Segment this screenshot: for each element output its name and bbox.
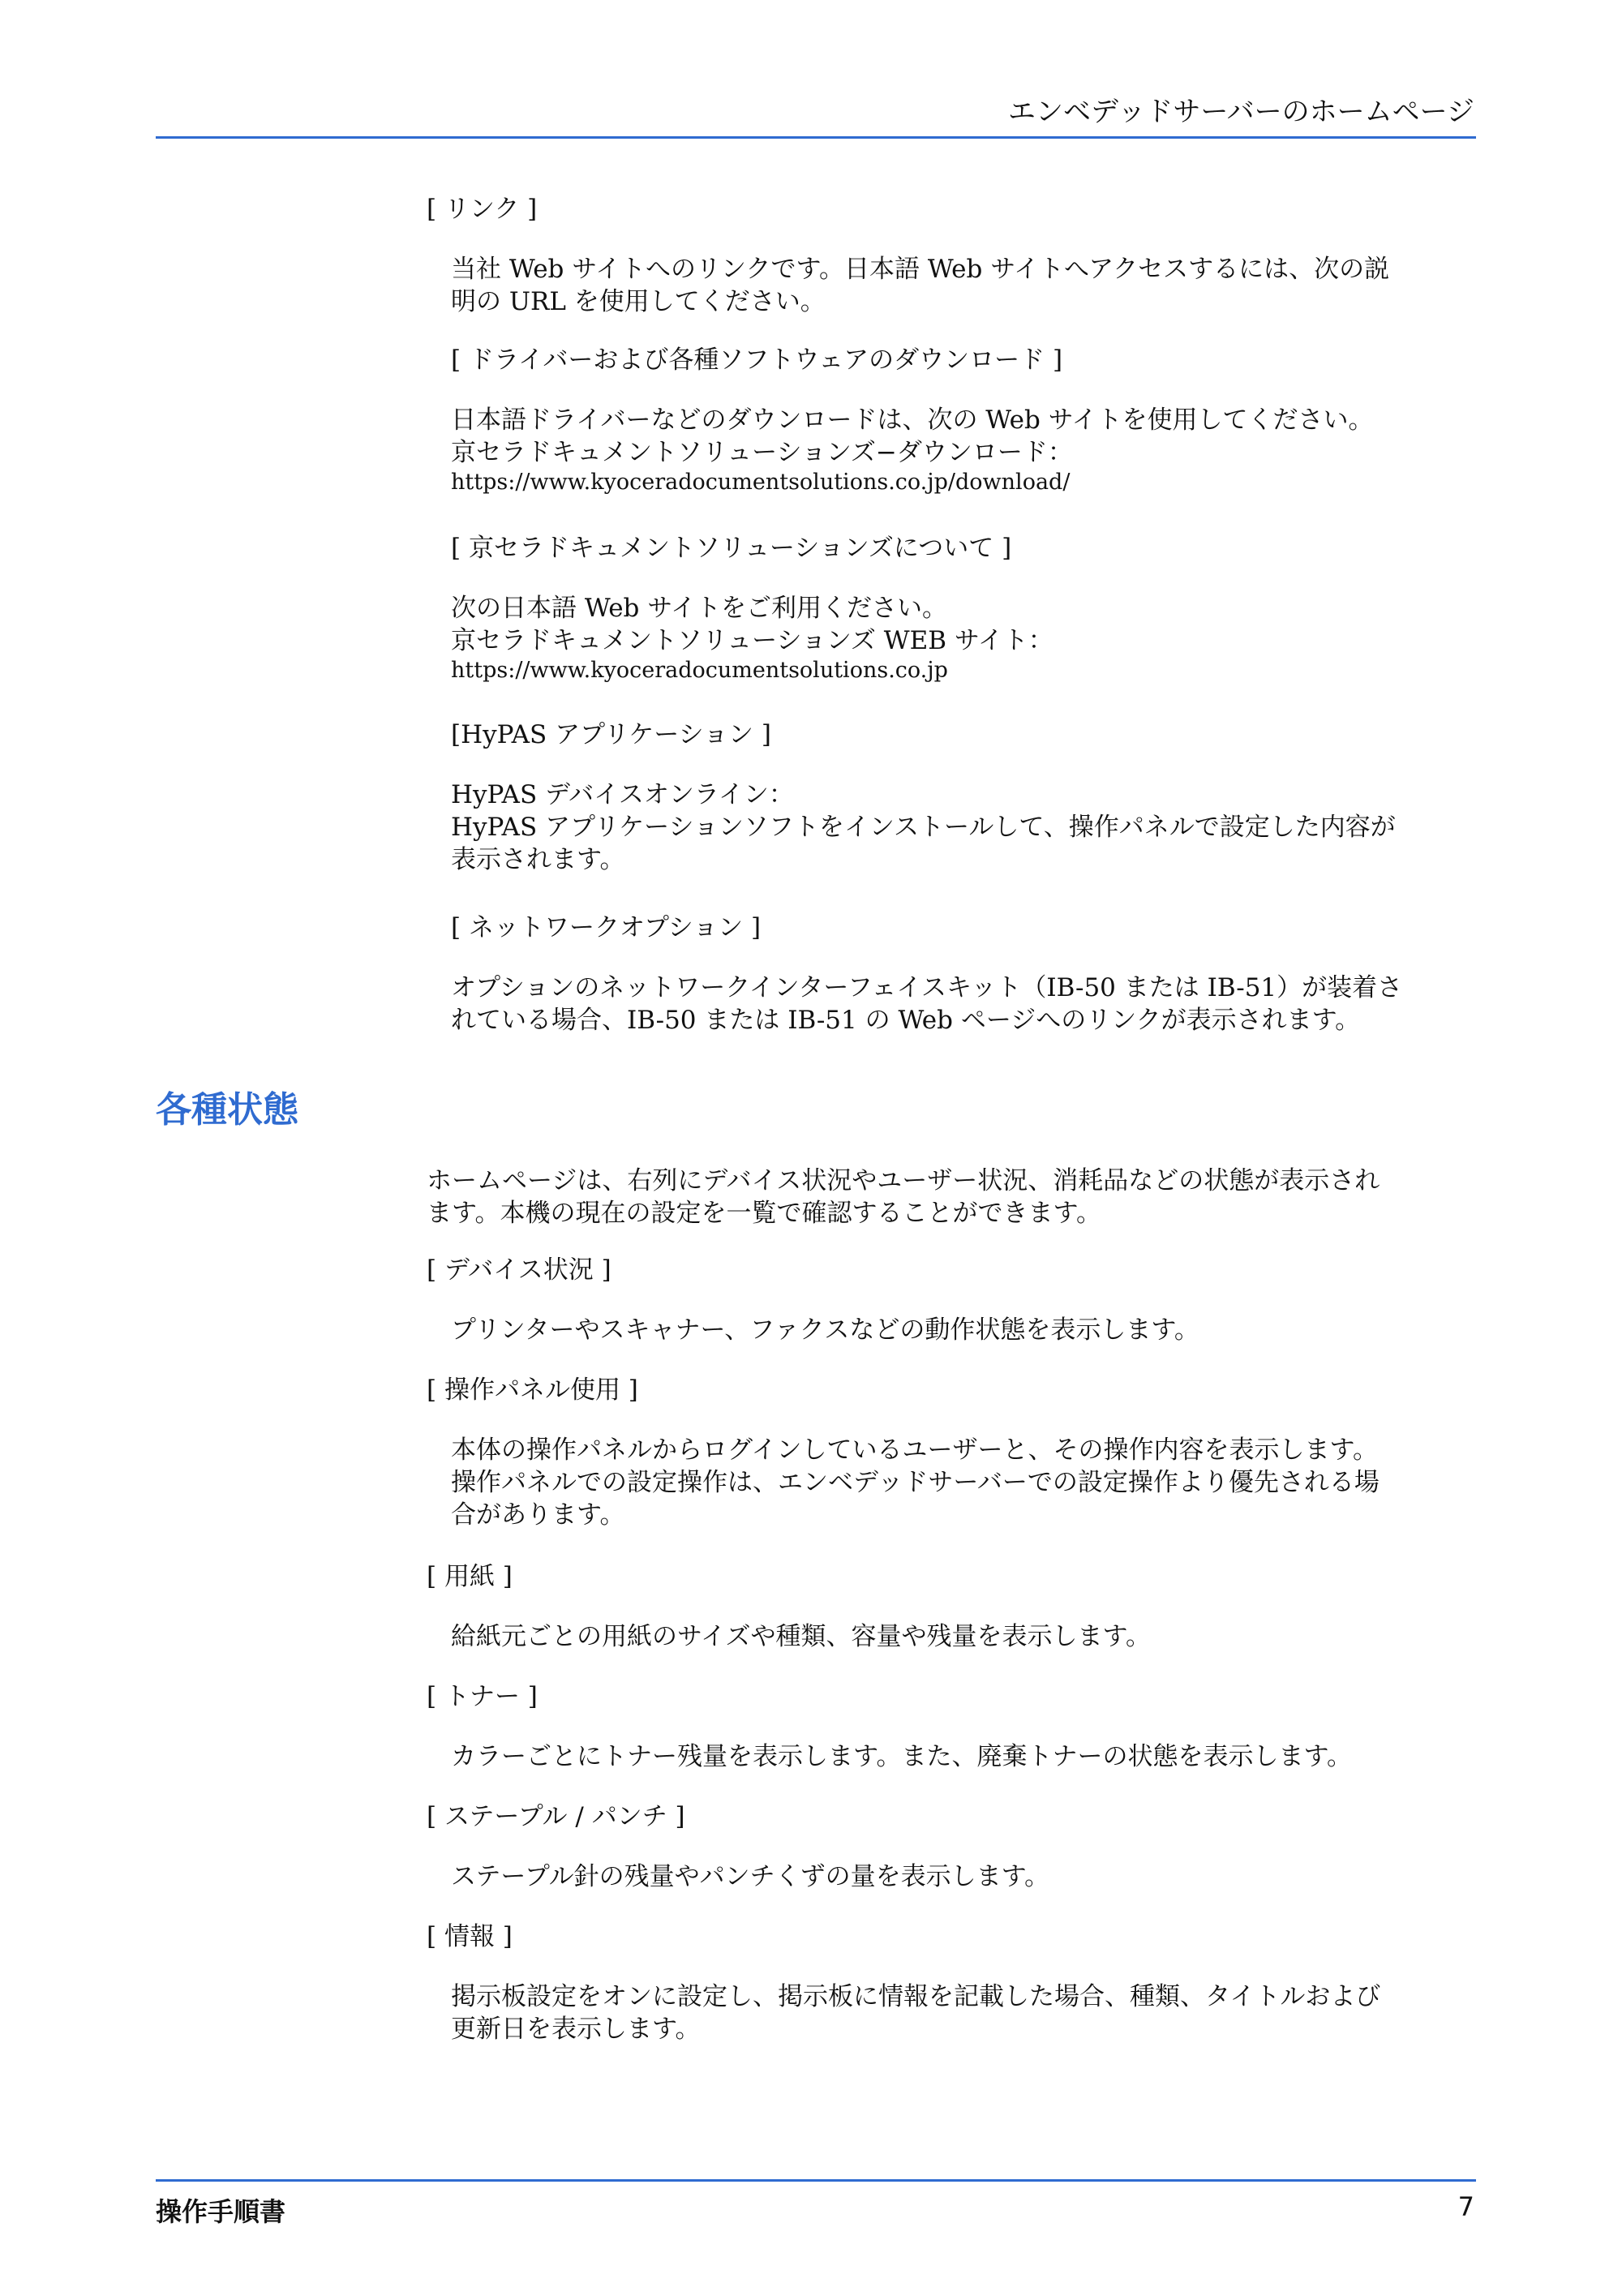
information-label: [ 情報 ] (427, 1922, 513, 1951)
text-line: HyPAS デバイスオンライン： (451, 780, 794, 809)
text-line: 表示されます。 (451, 845, 625, 874)
text-line: 掲示板設定をオンに設定し、掲示板に情報を記載した場合、種類、タイトルおよび (451, 1982, 1381, 2011)
text-line: 京セラドキュメントソリューションズ−ダウンロード： (451, 438, 1073, 467)
text-line: 明の URL を使用してください。 (451, 287, 826, 316)
about-description (451, 592, 1053, 685)
link-description (451, 253, 1389, 318)
section-heading: 各種状態 (156, 1089, 298, 1131)
text-line: 操作パネルでの設定操作は、エンベデッドサーバーでの設定操作より優先される場 (451, 1468, 1380, 1497)
text-line: ステープル針の残量やパンチくずの量を表示します。 (451, 1862, 1050, 1891)
text-line: 次の日本語 Web サイトをご利用ください。 (451, 594, 948, 623)
staple-punch-label: [ ステープル / パンチ ] (427, 1802, 685, 1831)
network-option-description (451, 972, 1402, 1036)
driver-download-url[interactable]: https://www.kyoceradocumentsolutions.co.jp/download/ (451, 470, 1071, 495)
panel-usage-label: [ 操作パネル使用 ] (427, 1375, 638, 1405)
paper-label: [ 用紙 ] (427, 1562, 513, 1591)
paper-description (451, 1620, 1151, 1653)
staple-punch-description (451, 1860, 1049, 1893)
header-divider (156, 136, 1476, 139)
text-line: HyPAS アプリケーションソフトをインストールして、操作パネルで設定した内容が (451, 813, 1396, 842)
toner-description (451, 1740, 1352, 1773)
hypas-description (451, 779, 1396, 876)
page-number: 7 (1457, 2191, 1474, 2222)
hypas-label: [HyPAS アプリケーション ] (451, 720, 771, 749)
about-url[interactable]: https://www.kyoceradocumentsolutions.co.jp (451, 658, 948, 683)
text-line: 京セラドキュメントソリューションズ WEB サイト： (451, 626, 1053, 655)
text-line: ホームページは、右列にデバイス状況やユーザー状況、消耗品などの状態が表示され (427, 1166, 1380, 1195)
footer-divider (156, 2179, 1476, 2182)
device-status-description (451, 1314, 1199, 1346)
running-header: エンベデッドサーバーのホームページ (1008, 96, 1474, 128)
text-line: ます。本機の現在の設定を一覧で確認することができます。 (427, 1199, 1102, 1228)
network-option-label: [ ネットワークオプション ] (451, 913, 762, 942)
text-line: 給紙元ごとの用紙のサイズや種類、容量や残量を表示します。 (451, 1622, 1152, 1651)
device-status-label: [ デバイス状況 ] (427, 1255, 611, 1285)
driver-download-description (451, 404, 1374, 496)
status-intro (427, 1165, 1380, 1230)
text-line: 更新日を表示します。 (451, 2015, 701, 2044)
text-line: 合があります。 (451, 1500, 625, 1530)
text-line: 当社 Web サイトへのリンクです。日本語 Web サイトへアクセスするには、次の説 (451, 255, 1390, 284)
panel-usage-description (451, 1434, 1380, 1531)
text-line: 日本語ドライバーなどのダウンロードは、次の Web サイトを使用してください。 (451, 406, 1374, 435)
driver-download-label: [ ドライバーおよび各種ソフトウェアのダウンロード ] (451, 345, 1063, 375)
text-line: れている場合、IB-50 または IB-51 の Web ページへのリンクが表示されます。 (451, 1006, 1361, 1035)
text-line: カラーごとにトナー残量を表示します。また、廃棄トナーの状態を表示します。 (451, 1742, 1353, 1771)
text-line: プリンターやスキャナー、ファクスなどの動作状態を表示します。 (451, 1315, 1199, 1345)
toner-label: [ トナー ] (427, 1682, 538, 1711)
information-description (451, 1981, 1380, 2045)
footer-manual-title: 操作手順書 (156, 2196, 286, 2227)
text-line: オプションのネットワークインターフェイスキット（IB-50 または IB-51）が装着さ (451, 973, 1403, 1002)
link-label: [ リンク ] (427, 195, 538, 224)
text-line: 本体の操作パネルからログインしているユーザーと、その操作内容を表示します。 (451, 1436, 1378, 1465)
about-label: [ 京セラドキュメントソリューションズについて ] (451, 534, 1012, 563)
